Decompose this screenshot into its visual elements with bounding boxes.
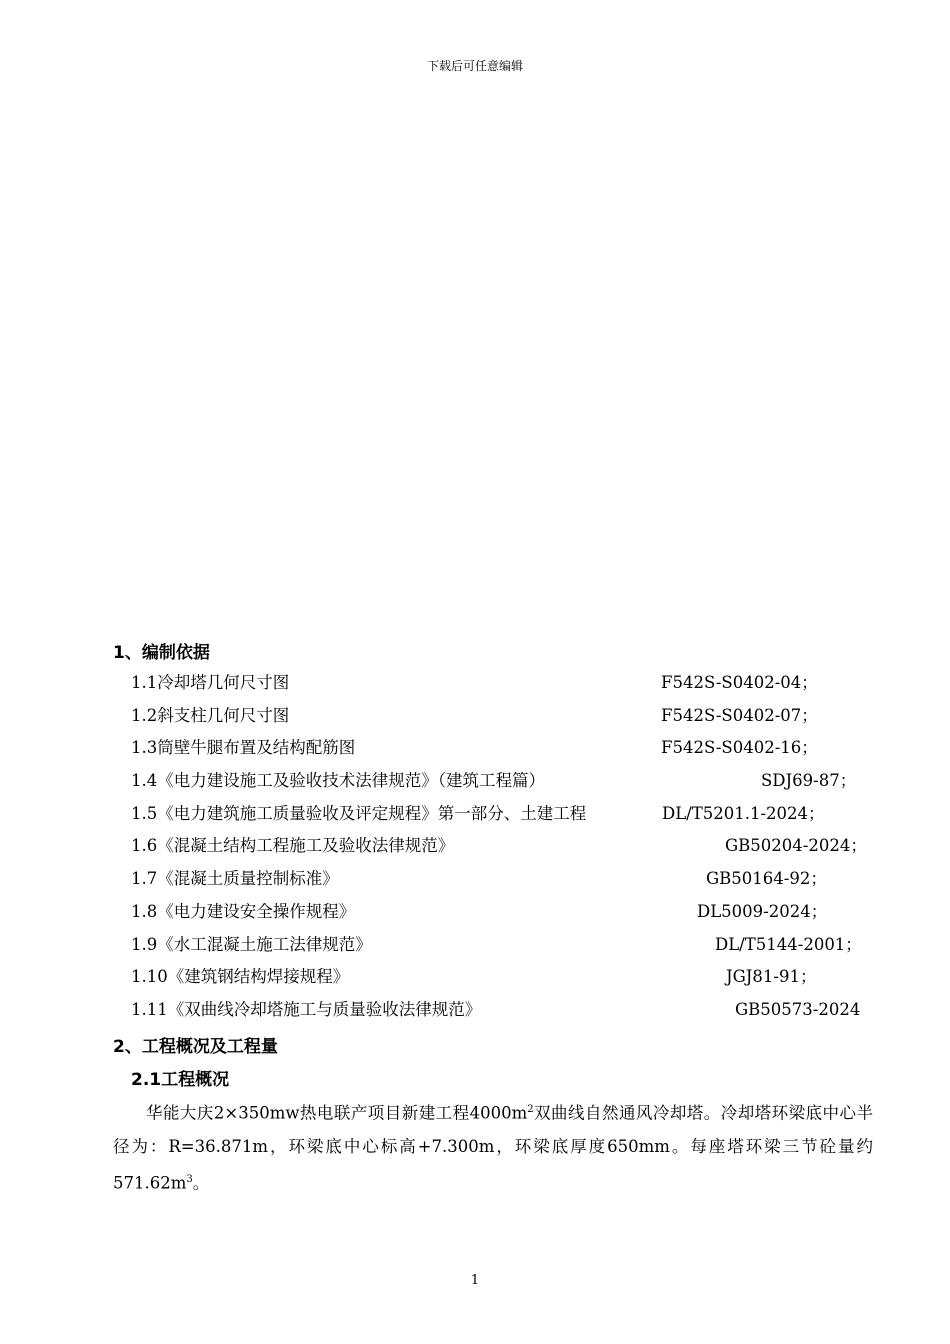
reference-item bbox=[131, 963, 851, 991]
reference-item bbox=[131, 734, 851, 762]
paragraph-text-1: 华能大庆2×350mw热电联产项目新建工程4000m bbox=[146, 1103, 528, 1123]
subsection-2-1-heading: 2.1工程概况 bbox=[131, 1070, 230, 1090]
reference-item bbox=[131, 702, 851, 730]
page-header: 下载后可任意编辑 bbox=[426, 59, 523, 73]
reference-code: JGJ81-91； bbox=[726, 967, 817, 986]
reference-item bbox=[131, 996, 861, 1024]
project-overview-paragraph bbox=[113, 1093, 873, 1199]
paragraph-text-2: 双曲线自然通风冷却塔。冷却塔环梁底中心半径为：R=36.871m，环梁底中心标高+7.300m，环梁底厚度650mm。每座塔环梁三节砼量约571.62m bbox=[113, 1103, 873, 1192]
reference-title: 1.11《双曲线冷却塔施工与质量验收法律规范》 bbox=[131, 1000, 482, 1019]
reference-code: F542S-S0402-16； bbox=[661, 738, 818, 757]
reference-title: 1.4《电力建设施工及验收技术法律规范》（建筑工程篇） bbox=[131, 771, 545, 790]
reference-code: GB50573-2024 bbox=[735, 1000, 861, 1019]
reference-title: 1.6《混凝土结构工程施工及验收法律规范》 bbox=[131, 836, 455, 855]
superscript-3: 3 bbox=[186, 1173, 193, 1185]
section-2-heading: 2、工程概况及工程量 bbox=[113, 1037, 278, 1057]
reference-title: 1.2斜支柱几何尺寸图 bbox=[131, 706, 290, 725]
superscript-2: 2 bbox=[527, 1104, 534, 1115]
reference-title: 1.9《水工混凝土施工法律规范》 bbox=[131, 935, 372, 954]
reference-title: 1.7《混凝土质量控制标准》 bbox=[131, 869, 339, 888]
reference-code: GB50204-2024； bbox=[725, 836, 867, 855]
reference-item bbox=[131, 800, 851, 828]
reference-item bbox=[131, 931, 862, 959]
reference-code: DL5009-2024； bbox=[697, 902, 828, 921]
reference-title: 1.1冷却塔几何尺寸图 bbox=[131, 673, 290, 692]
section-1-heading: 1、编制依据 bbox=[113, 643, 210, 663]
reference-title: 1.8《电力建设安全操作规程》 bbox=[131, 902, 356, 921]
reference-code: GB50164-92； bbox=[706, 869, 827, 888]
reference-code: F542S-S0402-07； bbox=[661, 706, 818, 725]
reference-title: 1.3筒壁牛腿布置及结构配筋图 bbox=[131, 738, 356, 757]
reference-code: DL/T5144-2001； bbox=[715, 935, 862, 954]
reference-code: DL/T5201.1-2024； bbox=[662, 804, 825, 823]
reference-item bbox=[131, 865, 851, 893]
reference-code: F542S-S0402-04； bbox=[661, 673, 818, 692]
reference-item bbox=[131, 767, 857, 795]
paragraph-end: 。 bbox=[192, 1173, 210, 1192]
reference-title: 1.5《电力建筑施工质量验收及评定规程》第一部分、土建工程 bbox=[131, 804, 587, 823]
reference-item bbox=[131, 669, 851, 697]
reference-item bbox=[131, 898, 851, 926]
page-number: 1 bbox=[470, 1273, 480, 1288]
reference-title: 1.10《建筑钢结构焊接规程》 bbox=[131, 967, 350, 986]
reference-item bbox=[131, 832, 867, 860]
reference-code: SDJ69-87； bbox=[761, 771, 857, 790]
